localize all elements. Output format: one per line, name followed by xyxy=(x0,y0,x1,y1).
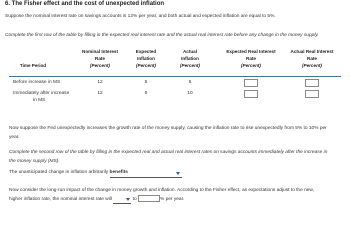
row-after-nominal: 12 xyxy=(97,91,103,96)
header-actual-real-rate: Actual Real Interest Rate (Percent) xyxy=(290,49,334,68)
question-title: 6. The Fisher effect and the cost of unexpected inflation xyxy=(5,1,165,7)
long-run-paragraph xyxy=(9,186,344,204)
table-header-divider xyxy=(9,76,341,77)
row-after-actual-inflation: 10 xyxy=(187,91,193,96)
instruction-second-row: Complete the second row of the table by filling in the expected real and actual real interest rates on savings accounts immediately after the increase in the money supply (MS). xyxy=(9,150,328,164)
header-expected-inflation: Expected Inflation (Percent) xyxy=(135,49,157,68)
fed-increase-text: Now suppose the Fed unexpectedly increases the growth rate of the money supply, causing the inflation rate to rise unexpectedly from 5% to 10% per year. xyxy=(9,126,327,140)
row-before-actual-real-input[interactable] xyxy=(305,79,319,87)
redistribution-dropdown[interactable] xyxy=(110,170,182,178)
instruction-first-row: Complete the first row of the table by filling in the expected real interest rate and the actual real interest rate before any change in the money supply. xyxy=(5,33,319,38)
redistribution-text: The unanticipated change in inflation arbitrarily xyxy=(9,170,109,175)
long-run-direction-dropdown[interactable] xyxy=(113,197,131,204)
intro-text: Suppose the nominal interest rate on savings accounts is 12% per year, and both actual and expected inflation are equal to 5%. xyxy=(5,14,276,19)
long-run-text-2: higher inflation rate, the nominal interest rate will xyxy=(9,197,112,202)
row-before-label: Before increase in MS xyxy=(13,80,61,85)
long-run-to-text: to xyxy=(132,197,137,202)
header-expected-real-rate: Expected Real Interest Rate (Percent) xyxy=(226,49,276,68)
long-run-rate-input[interactable] xyxy=(138,195,160,202)
row-before-expected-real-input[interactable] xyxy=(244,79,258,87)
redistribution-selected: benefits xyxy=(109,170,128,175)
header-actual-inflation: Actual Inflation (Percent) xyxy=(180,49,200,68)
row-after-expected-real-input[interactable] xyxy=(244,90,258,98)
row-after-expected-inflation: 5 xyxy=(144,91,148,96)
chevron-down-icon xyxy=(126,198,130,201)
chevron-down-icon xyxy=(176,172,180,175)
redistribution-sentence xyxy=(9,170,182,178)
long-run-text: Now consider the long-run impact of the change in money growth and inflation. According to the Fisher effect, as expectations adjust to the new, xyxy=(9,188,314,193)
long-run-suffix: % per year. xyxy=(159,197,185,202)
row-before-expected-inflation: 5 xyxy=(144,80,148,85)
row-after-label: Immediately after increase in MS xyxy=(13,91,70,103)
row-after-actual-real-input[interactable] xyxy=(305,90,319,98)
row-before-actual-inflation: 5 xyxy=(188,80,192,85)
row-before-nominal: 12 xyxy=(97,80,103,85)
header-nominal-rate: Nominal Interest Rate (Percent) xyxy=(82,49,118,68)
header-time-period: Time Period xyxy=(19,63,47,68)
